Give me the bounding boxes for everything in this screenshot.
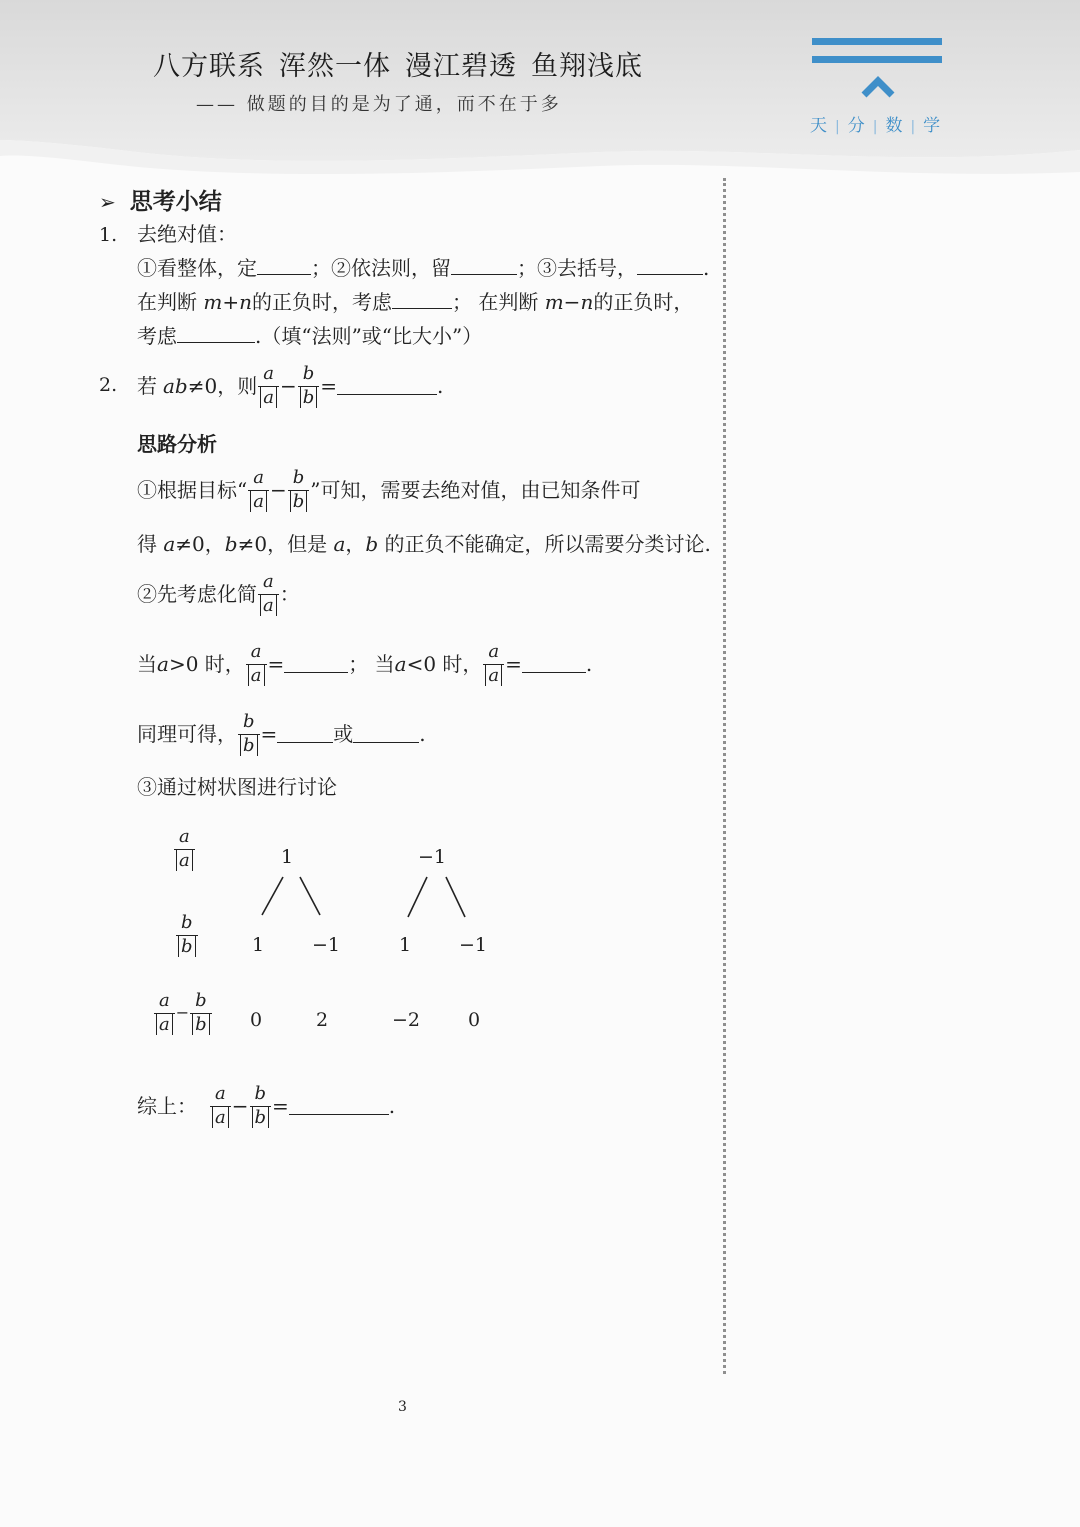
text-segment: >0 时， <box>168 652 245 676</box>
fraction-b-over-abs-b: $\frac{b}{b}$ <box>176 914 198 957</box>
fraction-a-over-abs-a: $\frac{a}{a}$ <box>210 1085 231 1128</box>
math-var: ab <box>163 374 188 398</box>
logo-char: 分 <box>847 116 865 136</box>
q1-title: 去绝对值： <box>137 222 237 246</box>
summary-line <box>137 1078 395 1134</box>
logo-separator: | <box>872 119 878 135</box>
math-var: m <box>203 290 223 314</box>
tree-node: −1 <box>418 846 447 868</box>
section-title-text: 思考小结 <box>129 189 222 215</box>
fraction-a-over-abs-a: $\frac{a}{a}$ <box>258 573 279 616</box>
text-segment: ②先考虑化简 <box>137 582 257 606</box>
logo-char: 天 <box>810 116 827 136</box>
text-segment: . <box>437 374 444 398</box>
header-subtitle: —— 做题的目的是为了通，而不在于多 <box>196 94 562 115</box>
tree-branch-line <box>300 877 320 915</box>
math-var: b <box>365 532 379 556</box>
fraction-b-over-abs-b: $\frac{b}{b}$ <box>238 713 260 756</box>
tree-node: 1 <box>252 934 265 956</box>
fraction-b-over-abs-b: $\frac{b}{b}$ <box>190 992 212 1035</box>
logo-char: 学 <box>923 116 941 136</box>
math-op: − <box>231 1094 249 1118</box>
text-segment: ： <box>279 582 300 606</box>
text-segment: 当 <box>137 652 157 676</box>
tree-result: 0 <box>250 1009 263 1031</box>
logo-char: 数 <box>885 116 903 136</box>
logo-separator: | <box>910 119 916 135</box>
math-var: m <box>544 290 564 314</box>
math-op: = <box>260 722 278 746</box>
fraction-b-over-abs-b: $\frac{b}{b}$ <box>250 1085 272 1128</box>
text-segment: 的正负时，考虑 <box>251 290 392 314</box>
text-segment: ”可知，需要去绝对值，由已知条件可 <box>310 478 641 502</box>
text-segment: 的正负时， <box>593 290 694 314</box>
tree-node: −1 <box>459 934 488 956</box>
math-var: a <box>333 532 346 556</box>
motto-part: 漫江碧透 <box>405 51 517 82</box>
text-segment: 在判断 <box>137 290 197 314</box>
math-op: = <box>505 652 522 676</box>
math-op: = <box>272 1094 289 1118</box>
fraction-b-over-abs-b: $\frac{b}{b}$ <box>288 469 310 512</box>
tree-branch-line <box>262 877 283 915</box>
text-segment: 得 <box>137 532 157 556</box>
math-var: n <box>580 290 594 314</box>
text-segment: ≠0， <box>175 532 225 556</box>
tree-node: −1 <box>312 934 341 956</box>
motto-part: 浑然一体 <box>279 51 391 82</box>
logo-separator: | <box>835 119 840 135</box>
analysis-title: 思路分析 <box>137 432 217 456</box>
math-op: − <box>269 478 287 502</box>
text-segment: ①看整体，定 <box>137 256 257 280</box>
answer-blank[interactable] <box>289 1098 389 1115</box>
math-var: a <box>163 532 176 556</box>
text-segment: ； 在判断 <box>451 290 539 314</box>
tree-result: −2 <box>392 1009 421 1031</box>
text-segment: ， <box>345 532 366 556</box>
fraction-b-over-abs-b: $\frac{b}{b}$ <box>298 365 320 408</box>
tree-node: 1 <box>399 934 412 956</box>
fraction-a-over-abs-a: $\frac{a}{a}$ <box>174 828 195 871</box>
math-op: − <box>563 290 581 314</box>
text-segment: 综上： <box>137 1094 197 1118</box>
fraction-a-over-abs-a: $\frac{a}{a}$ <box>248 469 269 512</box>
text-segment: 的正负不能确定，所以需要分类讨论. <box>384 532 711 556</box>
math-var: n <box>239 290 252 314</box>
motto-part: 鱼翔浅底 <box>531 51 643 82</box>
tree-branch-line <box>446 877 465 917</box>
text-segment: ；③去括号， <box>517 256 637 280</box>
text-segment: ； 当 <box>348 652 395 676</box>
page-number: 3 <box>398 1399 407 1415</box>
math-op: = <box>320 374 338 398</box>
question-number: 1. <box>99 224 118 246</box>
fraction-a-over-abs-a: $\frac{a}{a}$ <box>246 643 267 686</box>
text-segment: ≠0，则 <box>187 374 258 398</box>
text-segment: .（填“法则”或“比大小”） <box>255 324 483 348</box>
text-segment: . <box>388 1094 396 1118</box>
text-segment: . <box>585 652 593 676</box>
tree-node: 1 <box>281 846 294 868</box>
text-segment: <0 时， <box>406 652 483 676</box>
text-segment: ≠0，但是 <box>237 532 328 556</box>
math-op: − <box>175 1003 190 1023</box>
analysis-step3: ③通过树状图进行讨论 <box>137 775 337 799</box>
text-segment: ①根据目标“ <box>137 478 248 502</box>
math-op: + <box>222 290 240 314</box>
text-segment: 同理可得， <box>137 722 237 746</box>
math-var: b <box>224 532 238 556</box>
text-segment: 若 <box>137 374 157 398</box>
arrow-icon: ➢ <box>99 190 116 214</box>
fraction-a-over-abs-a: $\frac{a}{a}$ <box>483 643 504 686</box>
question-number: 2. <box>99 374 118 396</box>
fraction-a-over-abs-a: $\frac{a}{a}$ <box>258 365 279 408</box>
text-segment: ；②依法则，留 <box>311 256 451 280</box>
motto-part: 八方联系 <box>153 51 265 82</box>
math-var: a <box>157 652 169 676</box>
text-segment: 或 <box>333 722 354 746</box>
tree-result: 0 <box>468 1009 481 1031</box>
text-segment: 考虑 <box>137 324 177 348</box>
tree-branch-line <box>408 877 427 917</box>
tree-result: 2 <box>316 1009 329 1031</box>
math-op: = <box>267 652 285 676</box>
math-op: − <box>279 374 297 398</box>
fraction-a-over-abs-a: $\frac{a}{a}$ <box>154 992 175 1035</box>
math-var: a <box>394 652 407 676</box>
text-segment: . <box>703 256 710 280</box>
text-segment: . <box>419 722 426 746</box>
